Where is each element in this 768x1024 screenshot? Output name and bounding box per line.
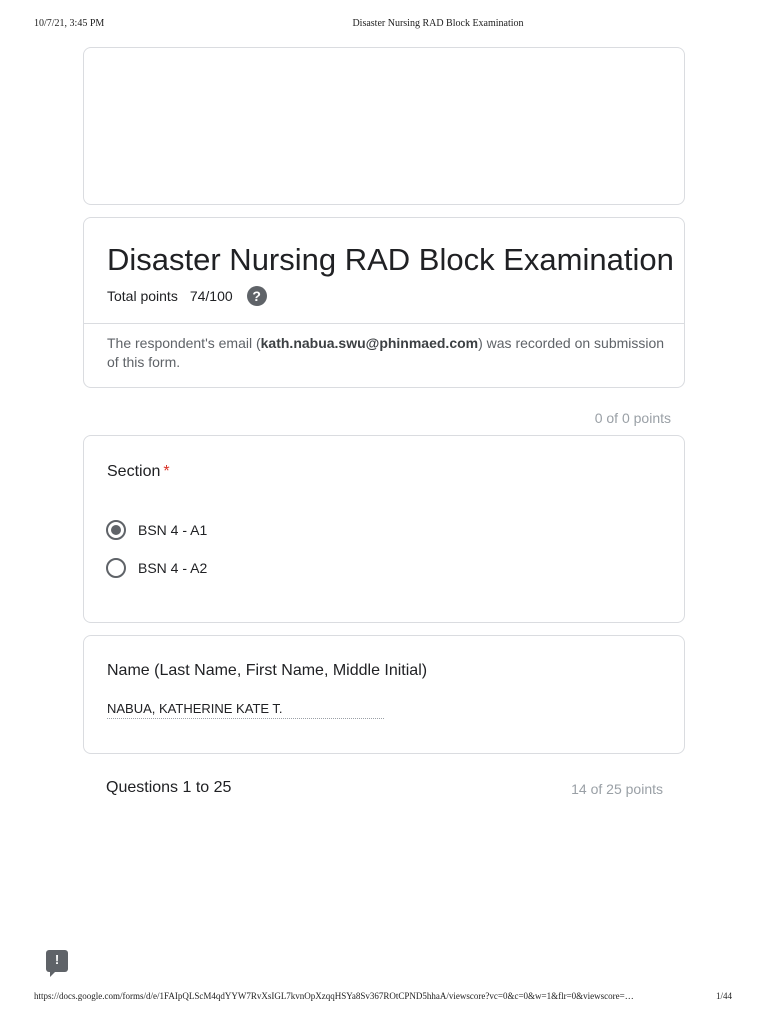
email-note-prefix: The respondent's email ( [107,335,261,351]
form-title: Disaster Nursing RAD Block Examination [107,242,674,277]
print-page-number: 1/44 [716,991,733,1001]
respondent-email: kath.nabua.swu@phinmaed.com [260,335,479,351]
print-header [0,18,768,32]
section-question-card [83,435,685,623]
name-question-title: Name (Last Name, First Name, Middle Initial) [107,662,428,679]
name-answer-field[interactable]: NABUA, KATHERINE KATE T. [107,701,384,719]
email-note-suffix: ) was recorded on submission of this form. [107,335,665,370]
print-title: Disaster Nursing RAD Block Examination [352,18,524,29]
section-question-title [107,463,170,481]
radio-option-bsn4-a2[interactable] [106,558,207,578]
radio-option-bsn4-a1[interactable] [106,520,207,540]
questions-section-title: Questions 1 to 25 [106,779,232,796]
header-banner-card [83,47,685,205]
radio-checked-icon[interactable] [106,520,126,540]
section-question-label: Section [107,463,161,480]
radio-unchecked-icon[interactable] [106,558,126,578]
required-asterisk: * [163,463,170,480]
respondent-email-note [107,334,667,372]
total-points-label: Total points [107,288,178,304]
radio-option-label: BSN 4 - A2 [138,560,208,576]
questions-section-points: 14 of 25 points [571,781,663,797]
print-url: https://docs.google.com/forms/d/e/1FAIpQLScM4qdYYW7RvXsIGL7kvnOpXzqqHSYa8Sv367ROtCPND5hhaA/viewscore?vc=0&c=0&w=1&flr=0&viewscore=… [34,991,634,1001]
print-date: 10/7/21, 3:45 PM [34,18,105,29]
title-card-top [84,218,684,324]
name-question-card [83,635,685,754]
radio-option-label: BSN 4 - A1 [138,522,208,538]
form-title-card [83,217,685,388]
help-circle-icon[interactable]: ? [247,286,267,306]
total-points-value: 74/100 [189,288,233,304]
report-feedback-icon[interactable]: ! [46,950,68,972]
section-points: 0 of 0 points [594,410,671,426]
print-footer [0,991,768,1005]
total-points-row [107,286,267,306]
